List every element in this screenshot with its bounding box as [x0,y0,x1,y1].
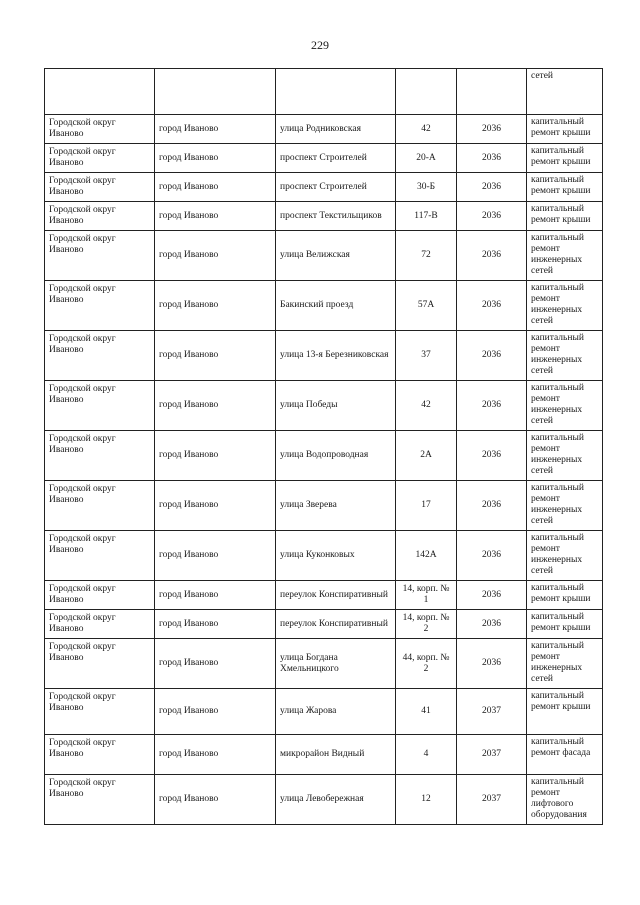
year-cell [457,69,527,115]
district-cell: Городской округ Иваново [45,381,155,431]
city-cell: город Иваново [155,331,276,381]
city-cell: город Иваново [155,735,276,775]
house-number-cell: 30-Б [396,173,457,202]
work-type-cell: капитальный ремонт инженерных сетей [527,331,603,381]
house-number-cell [396,69,457,115]
city-cell: город Иваново [155,531,276,581]
house-number-cell: 20-А [396,144,457,173]
table-row [45,431,603,481]
work-type-cell: капитальный ремонт инженерных сетей [527,639,603,689]
street-cell: улица Зверева [276,481,396,531]
street-cell: улица Жарова [276,689,396,735]
year-cell: 2036 [457,481,527,531]
house-number-cell: 42 [396,115,457,144]
street-cell: улица Левобережная [276,775,396,825]
district-cell: Городской округ Иваново [45,689,155,735]
street-cell: проспект Текстильщиков [276,202,396,231]
city-cell: город Иваново [155,639,276,689]
work-type-cell: капитальный ремонт инженерных сетей [527,481,603,531]
street-cell: улица Водопроводная [276,431,396,481]
work-type-cell: капитальный ремонт крыши [527,581,603,610]
table-body [45,69,603,825]
street-cell: переулок Конспиративный [276,581,396,610]
table-row [45,639,603,689]
house-number-cell: 117-В [396,202,457,231]
table-row [45,381,603,431]
house-number-cell: 14, корп. № 1 [396,581,457,610]
year-cell: 2036 [457,581,527,610]
year-cell: 2036 [457,610,527,639]
work-type-cell: капитальный ремонт фасада [527,735,603,775]
street-cell: Бакинский проезд [276,281,396,331]
district-cell: Городской округ Иваново [45,281,155,331]
city-cell: город Иваново [155,231,276,281]
house-number-cell: 44, корп. № 2 [396,639,457,689]
street-cell: микрорайон Видный [276,735,396,775]
house-number-cell: 37 [396,331,457,381]
work-type-cell: капитальный ремонт крыши [527,173,603,202]
city-cell: город Иваново [155,581,276,610]
year-cell: 2036 [457,431,527,481]
table-row [45,173,603,202]
house-number-cell: 12 [396,775,457,825]
district-cell [45,69,155,115]
house-number-cell: 14, корп. № 2 [396,610,457,639]
district-cell: Городской округ Иваново [45,775,155,825]
house-number-cell: 72 [396,231,457,281]
table-row [45,581,603,610]
street-cell: улица 13-я Березниковская [276,331,396,381]
city-cell: город Иваново [155,775,276,825]
year-cell: 2036 [457,531,527,581]
district-cell: Городской округ Иваново [45,202,155,231]
table-row [45,775,603,825]
work-type-cell: капитальный ремонт инженерных сетей [527,431,603,481]
house-number-cell: 142А [396,531,457,581]
year-cell: 2037 [457,775,527,825]
table-row [45,610,603,639]
city-cell: город Иваново [155,481,276,531]
city-cell: город Иваново [155,281,276,331]
work-type-cell: капитальный ремонт инженерных сетей [527,381,603,431]
work-type-cell: капитальный ремонт крыши [527,689,603,735]
city-cell: город Иваново [155,144,276,173]
table-row [45,231,603,281]
year-cell: 2037 [457,735,527,775]
year-cell: 2036 [457,281,527,331]
housing-repair-table [44,68,603,825]
street-cell: переулок Конспиративный [276,610,396,639]
house-number-cell: 2А [396,431,457,481]
street-cell: проспект Строителей [276,144,396,173]
table-row [45,531,603,581]
district-cell: Городской округ Иваново [45,531,155,581]
city-cell: город Иваново [155,115,276,144]
city-cell: город Иваново [155,689,276,735]
work-type-cell: капитальный ремонт крыши [527,202,603,231]
city-cell [155,69,276,115]
table-row [45,281,603,331]
house-number-cell: 4 [396,735,457,775]
district-cell: Городской округ Иваново [45,481,155,531]
work-type-cell: капитальный ремонт крыши [527,610,603,639]
year-cell: 2036 [457,202,527,231]
street-cell [276,69,396,115]
district-cell: Городской округ Иваново [45,173,155,202]
district-cell: Городской округ Иваново [45,115,155,144]
street-cell: улица Богдана Хмельницкого [276,639,396,689]
district-cell: Городской округ Иваново [45,735,155,775]
year-cell: 2037 [457,689,527,735]
street-cell: улица Победы [276,381,396,431]
work-type-cell: капитальный ремонт инженерных сетей [527,281,603,331]
street-cell: проспект Строителей [276,173,396,202]
house-number-cell: 57А [396,281,457,331]
year-cell: 2036 [457,381,527,431]
district-cell: Городской округ Иваново [45,331,155,381]
city-cell: город Иваново [155,173,276,202]
table-row [45,735,603,775]
street-cell: улица Куконковых [276,531,396,581]
district-cell: Городской округ Иваново [45,610,155,639]
street-cell: улица Родниковская [276,115,396,144]
year-cell: 2036 [457,115,527,144]
district-cell: Городской округ Иваново [45,431,155,481]
street-cell: улица Велижская [276,231,396,281]
work-type-cell: капитальный ремонт крыши [527,115,603,144]
table-row [45,69,603,115]
table-row [45,144,603,173]
city-cell: город Иваново [155,431,276,481]
house-number-cell: 41 [396,689,457,735]
year-cell: 2036 [457,173,527,202]
city-cell: город Иваново [155,202,276,231]
work-type-cell: капитальный ремонт лифтового оборудования [527,775,603,825]
district-cell: Городской округ Иваново [45,639,155,689]
district-cell: Городской округ Иваново [45,231,155,281]
year-cell: 2036 [457,231,527,281]
work-type-cell: капитальный ремонт инженерных сетей [527,531,603,581]
work-type-cell: сетей [527,69,603,115]
district-cell: Городской округ Иваново [45,144,155,173]
year-cell: 2036 [457,144,527,173]
house-number-cell: 17 [396,481,457,531]
work-type-cell: капитальный ремонт крыши [527,144,603,173]
year-cell: 2036 [457,331,527,381]
district-cell: Городской округ Иваново [45,581,155,610]
city-cell: город Иваново [155,381,276,431]
table-row [45,115,603,144]
year-cell: 2036 [457,639,527,689]
page-number: 229 [311,38,329,52]
work-type-cell: капитальный ремонт инженерных сетей [527,231,603,281]
table-row [45,481,603,531]
table-row [45,202,603,231]
table-row [45,331,603,381]
house-number-cell: 42 [396,381,457,431]
table-row [45,689,603,735]
city-cell: город Иваново [155,610,276,639]
